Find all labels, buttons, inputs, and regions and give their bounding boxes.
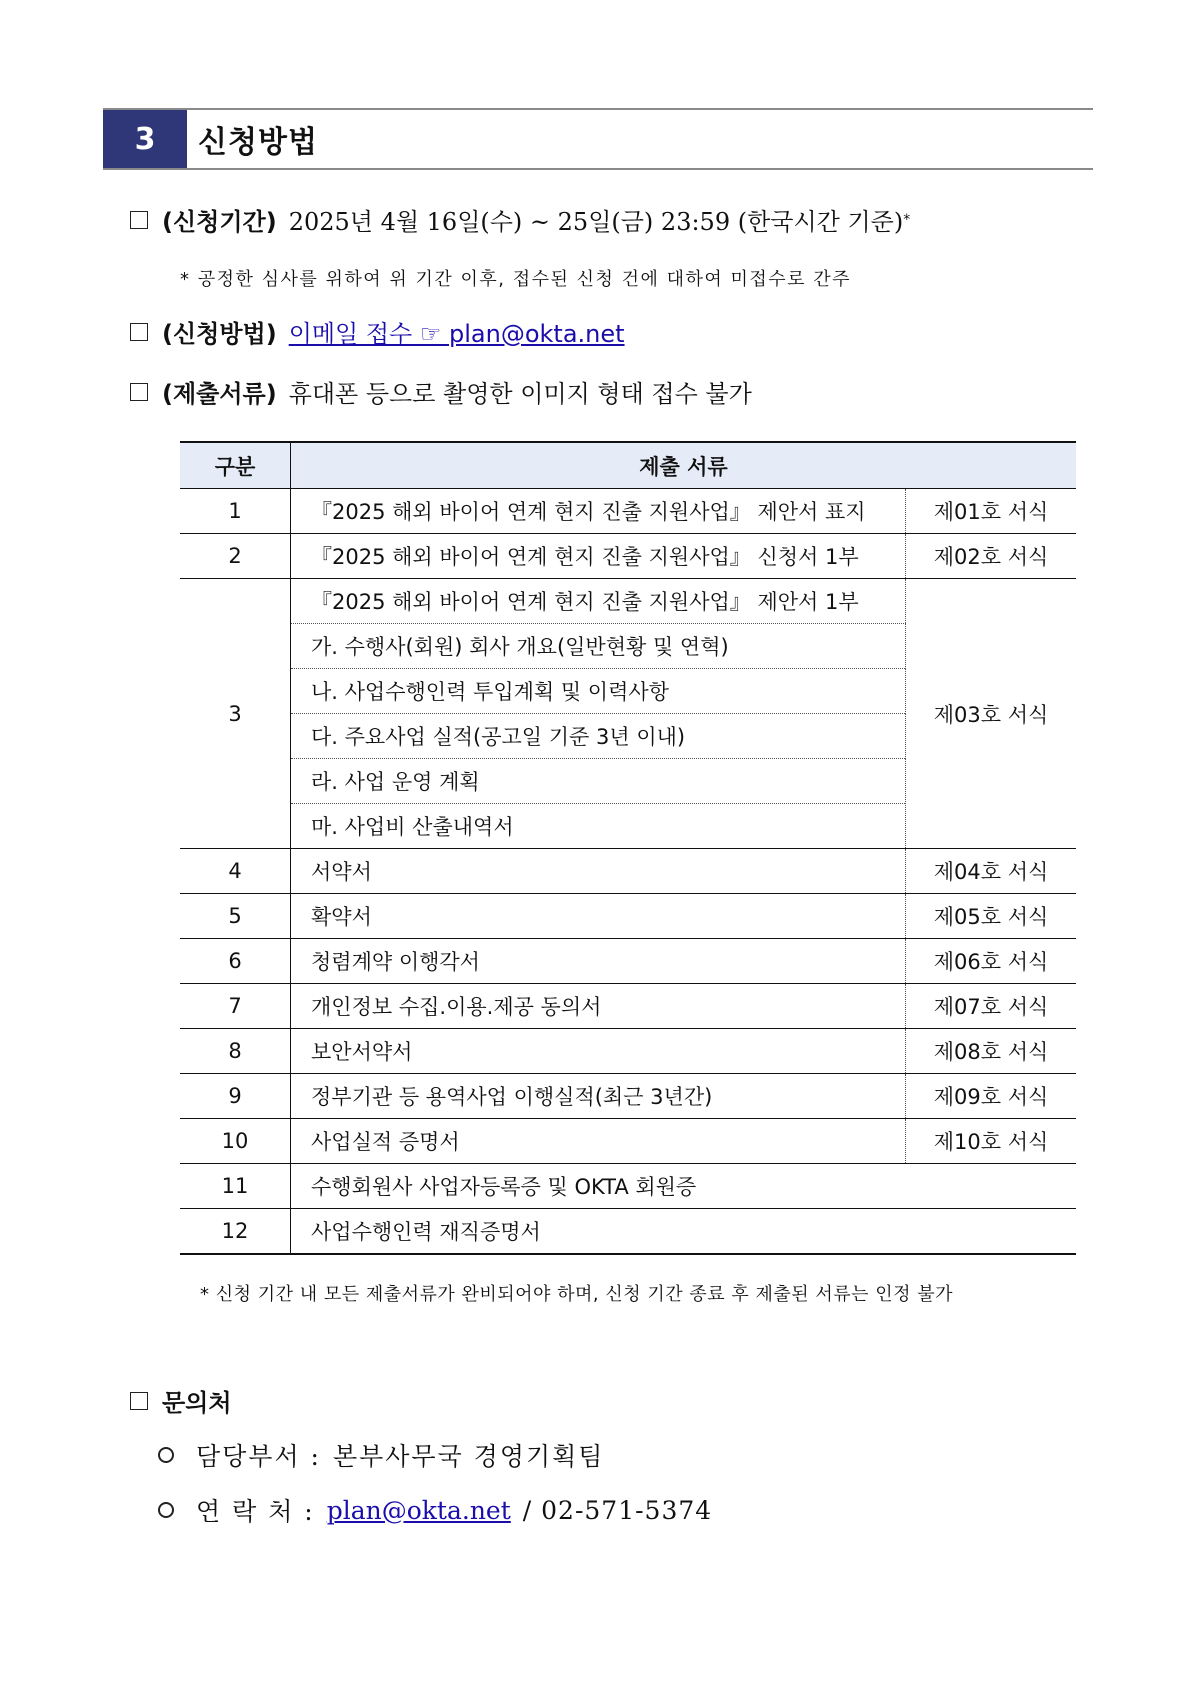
table-row <box>180 1029 1076 1074</box>
row-number: 1 <box>180 489 291 534</box>
row-number: 8 <box>180 1029 291 1074</box>
documents-table <box>180 441 1076 1255</box>
section-title: 신청방법 <box>198 125 318 160</box>
table-row <box>180 939 1076 984</box>
table-row <box>180 1119 1076 1164</box>
row-number: 10 <box>180 1119 291 1164</box>
period-line <box>130 202 910 237</box>
checkbox-square-icon <box>130 1392 148 1410</box>
table-row <box>180 894 1076 939</box>
method-line <box>130 314 625 349</box>
row-document: 서약서 <box>291 849 906 894</box>
row-document: 사업수행인력 재직증명서 <box>291 1209 1077 1255</box>
header-category: 구분 <box>180 442 291 489</box>
row-form: 제04호 서식 <box>906 849 1077 894</box>
bullet-circle-icon <box>158 1502 174 1518</box>
row-subitem: 나. 사업수행인력 투입계획 및 이력사항 <box>291 669 906 714</box>
table-row <box>180 579 1076 624</box>
table-row <box>180 1209 1076 1255</box>
row-form: 제06호 서식 <box>906 939 1077 984</box>
table-row <box>180 849 1076 894</box>
row-document: 사업실적 증명서 <box>291 1119 906 1164</box>
row-number: 4 <box>180 849 291 894</box>
checkbox-square-icon <box>130 323 148 341</box>
contact-dept <box>158 1437 604 1473</box>
row-document: 보안서약서 <box>291 1029 906 1074</box>
checkbox-square-icon <box>130 211 148 229</box>
contact-label: 문의처 <box>162 1389 232 1417</box>
row-number: 11 <box>180 1164 291 1209</box>
period-label: (신청기간) <box>162 208 277 236</box>
method-label: (신청방법) <box>162 320 277 348</box>
row-document: 수행회원사 사업자등록증 및 OKTA 회원증 <box>291 1164 1077 1209</box>
row-document: 『2025 해외 바이어 연계 현지 진출 지원사업』 제안서 표지 <box>291 489 906 534</box>
row-form: 제03호 서식 <box>906 579 1077 849</box>
dept-value: 본부사무국 경영기획팀 <box>332 1442 605 1471</box>
table-row <box>180 534 1076 579</box>
table-row <box>180 1164 1076 1209</box>
documents-line <box>130 374 752 409</box>
row-form: 제09호 서식 <box>906 1074 1077 1119</box>
period-text: 2025년 4월 16일(수) ~ 25일(금) 23:59 (한국시간 기준) <box>288 208 904 236</box>
row-subitem: 다. 주요사업 실적(공고일 기준 3년 이내) <box>291 714 906 759</box>
section-number: 3 <box>103 110 187 168</box>
row-form: 제10호 서식 <box>906 1119 1077 1164</box>
dept-label: 담당부서 : <box>196 1442 321 1471</box>
contact-phone <box>158 1492 712 1528</box>
row-document: 『2025 해외 바이어 연계 현지 진출 지원사업』 신청서 1부 <box>291 534 906 579</box>
row-subitem: 라. 사업 운영 계획 <box>291 759 906 804</box>
row-document: 청렴계약 이행각서 <box>291 939 906 984</box>
row-number: 7 <box>180 984 291 1029</box>
documents-label: (제출서류) <box>162 380 277 408</box>
table-header-row <box>180 442 1076 489</box>
row-subitem: 가. 수행사(회원) 회사 개요(일반현황 및 연혁) <box>291 624 906 669</box>
row-document: 확약서 <box>291 894 906 939</box>
checkbox-square-icon <box>130 383 148 401</box>
contact-line <box>130 1383 244 1418</box>
row-number: 12 <box>180 1209 291 1255</box>
method-email-link[interactable]: 이메일 접수 ☞ plan@okta.net <box>288 320 625 348</box>
row-number: 9 <box>180 1074 291 1119</box>
row-number: 2 <box>180 534 291 579</box>
row-form: 제01호 서식 <box>906 489 1077 534</box>
row-document: 『2025 해외 바이어 연계 현지 진출 지원사업』 제안서 1부 <box>291 579 906 624</box>
row-subitem: 마. 사업비 산출내역서 <box>291 804 906 849</box>
documents-text: 휴대폰 등으로 촬영한 이미지 형태 접수 불가 <box>288 380 752 408</box>
row-number: 5 <box>180 894 291 939</box>
row-form: 제05호 서식 <box>906 894 1077 939</box>
bullet-circle-icon <box>158 1447 174 1463</box>
row-form: 제08호 서식 <box>906 1029 1077 1074</box>
phone-value: / 02-571-5374 <box>522 1495 713 1525</box>
table-row <box>180 984 1076 1029</box>
contact-email-link[interactable]: plan@okta.net <box>326 1495 511 1525</box>
row-form: 제07호 서식 <box>906 984 1077 1029</box>
phone-label: 연 락 처 : <box>196 1497 315 1526</box>
header-documents: 제출 서류 <box>291 442 1077 489</box>
period-mark: * <box>903 211 911 228</box>
table-row <box>180 1074 1076 1119</box>
row-number: 6 <box>180 939 291 984</box>
row-number: 3 <box>180 579 291 849</box>
section-header <box>103 108 1093 170</box>
period-note: * 공정한 심사를 위하여 위 기간 이후, 접수된 신청 건에 대하여 미접수로 간주 <box>180 269 852 290</box>
row-form: 제02호 서식 <box>906 534 1077 579</box>
table-row <box>180 489 1076 534</box>
documents-note: * 신청 기간 내 모든 제출서류가 완비되어야 하며, 신청 기간 종료 후 제출된 서류는 인정 불가 <box>200 1284 954 1305</box>
row-document: 정부기관 등 용역사업 이행실적(최근 3년간) <box>291 1074 906 1119</box>
row-document: 개인정보 수집.이용.제공 동의서 <box>291 984 906 1029</box>
